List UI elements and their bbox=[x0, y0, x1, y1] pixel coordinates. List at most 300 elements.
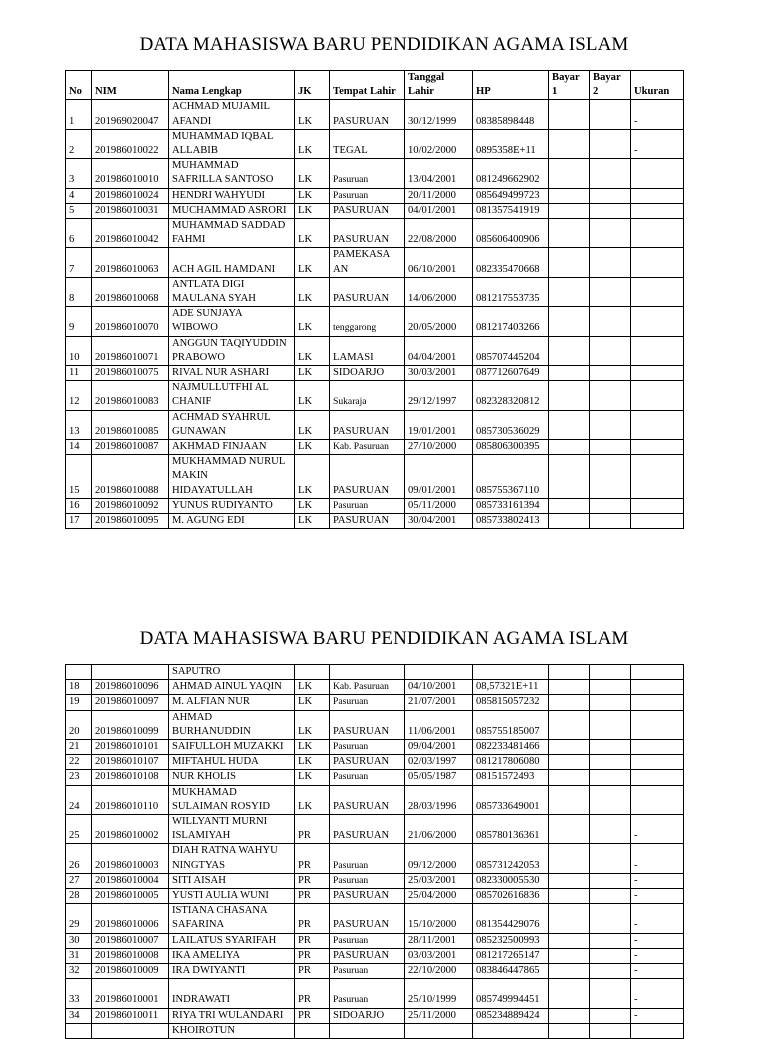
cell-ukuran bbox=[631, 455, 684, 499]
cell-bayar-1 bbox=[549, 203, 590, 218]
cell-nim: 201986010096 bbox=[92, 680, 169, 695]
cell-no: 26 bbox=[66, 844, 92, 873]
cell-no: 12 bbox=[66, 381, 92, 410]
cell-bayar-2 bbox=[590, 410, 631, 439]
header-tanggal-lahir: Tanggal Lahir bbox=[405, 71, 473, 100]
cell-ukuran: - bbox=[631, 904, 684, 933]
cell-hp: 081217265147 bbox=[473, 948, 549, 963]
cell-jk: PR bbox=[295, 873, 330, 888]
table-row bbox=[66, 1008, 684, 1023]
cell-jk: PR bbox=[295, 933, 330, 948]
cell-hp: 085815057232 bbox=[473, 695, 549, 710]
cell-tanggal-lahir: 19/01/2001 bbox=[405, 410, 473, 439]
cell-nim: 201986010085 bbox=[92, 410, 169, 439]
cell-jk: LK bbox=[295, 336, 330, 365]
cell-no: 31 bbox=[66, 948, 92, 963]
cell-bayar-2 bbox=[590, 964, 631, 979]
cell-tanggal-lahir: 02/03/1997 bbox=[405, 755, 473, 770]
cell-tanggal-lahir: 28/03/1996 bbox=[405, 785, 473, 814]
cell-nim: 201986010097 bbox=[92, 695, 169, 710]
table-row bbox=[66, 710, 684, 739]
cell-bayar-1 bbox=[549, 100, 590, 129]
cell-no: 11 bbox=[66, 366, 92, 381]
cell-jk: LK bbox=[295, 740, 330, 755]
cell-hp: 085702616836 bbox=[473, 889, 549, 904]
cell-tempat-lahir: tenggarong bbox=[330, 307, 405, 336]
cell-nim: 201986010099 bbox=[92, 710, 169, 739]
cell-ukuran bbox=[631, 755, 684, 770]
cell-no: 20 bbox=[66, 710, 92, 739]
cell-bayar-2 bbox=[590, 219, 631, 248]
cell-bayar-1 bbox=[549, 219, 590, 248]
cell-bayar-1 bbox=[549, 873, 590, 888]
cell-jk: LK bbox=[295, 277, 330, 306]
student-table-page-2 bbox=[65, 664, 684, 1039]
cell-tempat-lahir: PASURUAN bbox=[330, 904, 405, 933]
cell-nama: LAILATUS SYARIFAH bbox=[169, 933, 295, 948]
header-tempat-lahir: Tempat Lahir bbox=[330, 71, 405, 100]
cell-tanggal-lahir: 21/07/2001 bbox=[405, 695, 473, 710]
table-row bbox=[66, 873, 684, 888]
cell-ukuran: - bbox=[631, 948, 684, 963]
cell-nim: 201986010108 bbox=[92, 770, 169, 785]
cell-hp: 085806300395 bbox=[473, 440, 549, 455]
cell-nim bbox=[92, 665, 169, 680]
cell-bayar-2 bbox=[590, 159, 631, 188]
cell-nama: ANTLATA DIGI MAULANA SYAH bbox=[169, 277, 295, 306]
cell-nama: RIYA TRI WULANDARI bbox=[169, 1008, 295, 1023]
table-row bbox=[66, 740, 684, 755]
cell-no: 13 bbox=[66, 410, 92, 439]
cell-hp: 085733649001 bbox=[473, 785, 549, 814]
cell-nim: 201986010063 bbox=[92, 248, 169, 277]
cell-bayar-1 bbox=[549, 129, 590, 158]
cell-bayar-1 bbox=[549, 665, 590, 680]
cell-nama: NUR KHOLIS bbox=[169, 770, 295, 785]
cell-ukuran bbox=[631, 695, 684, 710]
cell-bayar-2 bbox=[590, 498, 631, 513]
cell-no: 17 bbox=[66, 514, 92, 529]
cell-nim: 201986010011 bbox=[92, 1008, 169, 1023]
cell-nim bbox=[92, 1023, 169, 1038]
cell-ukuran bbox=[631, 248, 684, 277]
cell-nama: M. ALFIAN NUR bbox=[169, 695, 295, 710]
cell-nama: NAJMULLUTFHI AL CHANIF bbox=[169, 381, 295, 410]
header-nim: NIM bbox=[92, 71, 169, 100]
cell-tempat-lahir: PASURUAN bbox=[330, 277, 405, 306]
cell-tempat-lahir: PASURUAN bbox=[330, 948, 405, 963]
cell-jk: LK bbox=[295, 307, 330, 336]
cell-tempat-lahir: SIDOARJO bbox=[330, 366, 405, 381]
cell-bayar-2 bbox=[590, 680, 631, 695]
cell-hp: 082233481466 bbox=[473, 740, 549, 755]
cell-bayar-1 bbox=[549, 1023, 590, 1038]
cell-tanggal-lahir: 27/10/2000 bbox=[405, 440, 473, 455]
cell-jk: LK bbox=[295, 770, 330, 785]
cell-bayar-2 bbox=[590, 188, 631, 203]
cell-tempat-lahir bbox=[330, 1023, 405, 1038]
cell-jk bbox=[295, 1023, 330, 1038]
cell-no: 21 bbox=[66, 740, 92, 755]
cell-tanggal-lahir bbox=[405, 665, 473, 680]
cell-tanggal-lahir: 04/04/2001 bbox=[405, 336, 473, 365]
cell-nim: 201986010006 bbox=[92, 904, 169, 933]
cell-tanggal-lahir: 09/01/2001 bbox=[405, 455, 473, 499]
cell-tanggal-lahir: 25/03/2001 bbox=[405, 873, 473, 888]
cell-no: 9 bbox=[66, 307, 92, 336]
table-row bbox=[66, 455, 684, 499]
cell-hp: 085606400906 bbox=[473, 219, 549, 248]
cell-nim: 201986010092 bbox=[92, 498, 169, 513]
cell-jk: LK bbox=[295, 680, 330, 695]
cell-nim: 201986010003 bbox=[92, 844, 169, 873]
header-jk: JK bbox=[295, 71, 330, 100]
cell-bayar-2 bbox=[590, 873, 631, 888]
cell-hp: 085749994451 bbox=[473, 979, 549, 1008]
cell-bayar-1 bbox=[549, 410, 590, 439]
header-nama: Nama Lengkap bbox=[169, 71, 295, 100]
cell-hp: 081217403266 bbox=[473, 307, 549, 336]
cell-nim: 201986010083 bbox=[92, 381, 169, 410]
cell-nama: MUHAMMAD SADDAD FAHMI bbox=[169, 219, 295, 248]
cell-tanggal-lahir: 28/11/2001 bbox=[405, 933, 473, 948]
header-bayar-2: Bayar 2 bbox=[590, 71, 631, 100]
cell-tanggal-lahir: 29/12/1997 bbox=[405, 381, 473, 410]
table-row bbox=[66, 979, 684, 1008]
cell-nama: WILLYANTI MURNI ISLAMIYAH bbox=[169, 815, 295, 844]
cell-nama: SAPUTRO bbox=[169, 665, 295, 680]
cell-ukuran bbox=[631, 440, 684, 455]
cell-hp: 083846447865 bbox=[473, 964, 549, 979]
cell-bayar-2 bbox=[590, 785, 631, 814]
cell-ukuran bbox=[631, 381, 684, 410]
page-title: DATA MAHASISWA BARU PENDIDIKAN AGAMA ISLAM bbox=[139, 34, 629, 55]
cell-tempat-lahir: Pasuruan bbox=[330, 695, 405, 710]
cell-bayar-2 bbox=[590, 1023, 631, 1038]
cell-nama: ADE SUNJAYA WIBOWO bbox=[169, 307, 295, 336]
table-row bbox=[66, 514, 684, 529]
cell-hp: 082330005530 bbox=[473, 873, 549, 888]
cell-bayar-2 bbox=[590, 695, 631, 710]
cell-no: 10 bbox=[66, 336, 92, 365]
table-row bbox=[66, 844, 684, 873]
cell-no: 30 bbox=[66, 933, 92, 948]
table-row bbox=[66, 815, 684, 844]
cell-nim: 201969020047 bbox=[92, 100, 169, 129]
cell-nama: M. AGUNG EDI bbox=[169, 514, 295, 529]
cell-bayar-2 bbox=[590, 203, 631, 218]
cell-tempat-lahir: PASURUAN bbox=[330, 455, 405, 499]
cell-hp: 085232500993 bbox=[473, 933, 549, 948]
cell-no: 7 bbox=[66, 248, 92, 277]
cell-bayar-2 bbox=[590, 933, 631, 948]
cell-hp: 08151572493 bbox=[473, 770, 549, 785]
cell-hp: 082335470668 bbox=[473, 248, 549, 277]
cell-nama: ISTIANA CHASANA SAFARINA bbox=[169, 904, 295, 933]
cell-jk: PR bbox=[295, 948, 330, 963]
cell-bayar-2 bbox=[590, 366, 631, 381]
cell-no: 25 bbox=[66, 815, 92, 844]
cell-bayar-1 bbox=[549, 904, 590, 933]
cell-no: 22 bbox=[66, 755, 92, 770]
cell-no: 15 bbox=[66, 455, 92, 499]
cell-hp bbox=[473, 1023, 549, 1038]
cell-nim: 201986010009 bbox=[92, 964, 169, 979]
cell-bayar-2 bbox=[590, 381, 631, 410]
table-row bbox=[66, 440, 684, 455]
cell-nim: 201986010095 bbox=[92, 514, 169, 529]
cell-ukuran: - bbox=[631, 933, 684, 948]
cell-tanggal-lahir bbox=[405, 1023, 473, 1038]
cell-ukuran bbox=[631, 498, 684, 513]
cell-jk: PR bbox=[295, 964, 330, 979]
header-no: No bbox=[66, 71, 92, 100]
cell-no: 5 bbox=[66, 203, 92, 218]
cell-tempat-lahir: Kab. Pasuruan bbox=[330, 680, 405, 695]
cell-nama: YUNUS RUDIYANTO bbox=[169, 498, 295, 513]
cell-nim: 201986010088 bbox=[92, 455, 169, 499]
cell-jk: LK bbox=[295, 188, 330, 203]
cell-no: 29 bbox=[66, 904, 92, 933]
table-row bbox=[66, 695, 684, 710]
header-hp: HP bbox=[473, 71, 549, 100]
table-row bbox=[66, 248, 684, 277]
cell-nama: MUHAMMAD IQBAL ALLABIB bbox=[169, 129, 295, 158]
cell-bayar-1 bbox=[549, 844, 590, 873]
cell-bayar-1 bbox=[549, 964, 590, 979]
cell-tanggal-lahir: 30/04/2001 bbox=[405, 514, 473, 529]
cell-tanggal-lahir: 25/10/1999 bbox=[405, 979, 473, 1008]
cell-tanggal-lahir: 22/08/2000 bbox=[405, 219, 473, 248]
cell-tanggal-lahir: 05/11/2000 bbox=[405, 498, 473, 513]
cell-ukuran bbox=[631, 514, 684, 529]
cell-ukuran: - bbox=[631, 815, 684, 844]
table-row bbox=[66, 159, 684, 188]
cell-ukuran bbox=[631, 366, 684, 381]
cell-tanggal-lahir: 06/10/2001 bbox=[405, 248, 473, 277]
cell-ukuran bbox=[631, 410, 684, 439]
cell-bayar-2 bbox=[590, 129, 631, 158]
cell-ukuran bbox=[631, 336, 684, 365]
cell-jk: LK bbox=[295, 455, 330, 499]
cell-ukuran: - bbox=[631, 844, 684, 873]
cell-ukuran bbox=[631, 219, 684, 248]
cell-tempat-lahir: PASURUAN bbox=[330, 219, 405, 248]
cell-tanggal-lahir: 13/04/2001 bbox=[405, 159, 473, 188]
cell-bayar-2 bbox=[590, 277, 631, 306]
cell-tempat-lahir: PASURUAN bbox=[330, 203, 405, 218]
cell-nim: 201986010071 bbox=[92, 336, 169, 365]
table-row bbox=[66, 933, 684, 948]
cell-bayar-1 bbox=[549, 514, 590, 529]
cell-no: 19 bbox=[66, 695, 92, 710]
table-header-row bbox=[66, 71, 684, 100]
student-table-page-1 bbox=[65, 70, 684, 529]
cell-bayar-2 bbox=[590, 948, 631, 963]
table-row bbox=[66, 770, 684, 785]
cell-nim: 201986010075 bbox=[92, 366, 169, 381]
cell-jk: PR bbox=[295, 889, 330, 904]
cell-bayar-2 bbox=[590, 336, 631, 365]
table-row bbox=[66, 410, 684, 439]
cell-jk: LK bbox=[295, 410, 330, 439]
cell-hp: 082328320812 bbox=[473, 381, 549, 410]
cell-hp: 085707445204 bbox=[473, 336, 549, 365]
cell-bayar-1 bbox=[549, 188, 590, 203]
table-row bbox=[66, 1023, 684, 1038]
cell-nim: 201986010107 bbox=[92, 755, 169, 770]
cell-bayar-2 bbox=[590, 815, 631, 844]
table-row bbox=[66, 100, 684, 129]
cell-bayar-1 bbox=[549, 948, 590, 963]
cell-hp: 085234889424 bbox=[473, 1008, 549, 1023]
cell-bayar-1 bbox=[549, 366, 590, 381]
cell-nim: 201986010024 bbox=[92, 188, 169, 203]
cell-bayar-1 bbox=[549, 755, 590, 770]
cell-no: 16 bbox=[66, 498, 92, 513]
cell-tanggal-lahir: 03/03/2001 bbox=[405, 948, 473, 963]
cell-hp: 085755185007 bbox=[473, 710, 549, 739]
cell-hp: 087712607649 bbox=[473, 366, 549, 381]
cell-nama: MIFTAHUL HUDA bbox=[169, 755, 295, 770]
cell-hp: 085733802413 bbox=[473, 514, 549, 529]
cell-ukuran bbox=[631, 665, 684, 680]
cell-tempat-lahir: Kab. Pasuruan bbox=[330, 440, 405, 455]
cell-bayar-1 bbox=[549, 815, 590, 844]
cell-tanggal-lahir: 22/10/2000 bbox=[405, 964, 473, 979]
cell-jk: LK bbox=[295, 498, 330, 513]
cell-tempat-lahir: Pasuruan bbox=[330, 740, 405, 755]
table-row bbox=[66, 785, 684, 814]
cell-jk: LK bbox=[295, 248, 330, 277]
cell-bayar-2 bbox=[590, 100, 631, 129]
table-row bbox=[66, 665, 684, 680]
cell-jk: PR bbox=[295, 904, 330, 933]
cell-tempat-lahir: LAMASI bbox=[330, 336, 405, 365]
cell-nama: YUSTI AULIA WUNI bbox=[169, 889, 295, 904]
cell-tempat-lahir: Pasuruan bbox=[330, 933, 405, 948]
cell-ukuran bbox=[631, 307, 684, 336]
cell-jk: LK bbox=[295, 129, 330, 158]
cell-jk: LK bbox=[295, 381, 330, 410]
cell-ukuran: - bbox=[631, 873, 684, 888]
cell-no: 33 bbox=[66, 979, 92, 1008]
cell-tempat-lahir: PASURUAN bbox=[330, 514, 405, 529]
cell-nim: 201986010068 bbox=[92, 277, 169, 306]
cell-nama: SITI AISAH bbox=[169, 873, 295, 888]
cell-bayar-2 bbox=[590, 710, 631, 739]
cell-tanggal-lahir: 09/04/2001 bbox=[405, 740, 473, 755]
cell-nim: 201986010087 bbox=[92, 440, 169, 455]
table-row bbox=[66, 336, 684, 365]
cell-tanggal-lahir: 20/05/2000 bbox=[405, 307, 473, 336]
cell-tempat-lahir: TEGAL bbox=[330, 129, 405, 158]
table-row bbox=[66, 366, 684, 381]
cell-bayar-2 bbox=[590, 904, 631, 933]
cell-nama: MUKHAMMAD NURUL MAKIN HIDAYATULLAH bbox=[169, 455, 295, 499]
cell-bayar-1 bbox=[549, 785, 590, 814]
cell-ukuran: - bbox=[631, 979, 684, 1008]
cell-nama: RIVAL NUR ASHARI bbox=[169, 366, 295, 381]
cell-hp: 085780136361 bbox=[473, 815, 549, 844]
cell-bayar-1 bbox=[549, 336, 590, 365]
cell-nama: MUHAMMAD SAFRILLA SANTOSO bbox=[169, 159, 295, 188]
cell-bayar-2 bbox=[590, 889, 631, 904]
cell-ukuran: - bbox=[631, 889, 684, 904]
cell-tanggal-lahir: 25/04/2000 bbox=[405, 889, 473, 904]
cell-ukuran bbox=[631, 710, 684, 739]
cell-ukuran: - bbox=[631, 1008, 684, 1023]
cell-jk: LK bbox=[295, 440, 330, 455]
cell-bayar-2 bbox=[590, 740, 631, 755]
page-title-2: DATA MAHASISWA BARU PENDIDIKAN AGAMA ISLAM bbox=[139, 628, 629, 649]
cell-bayar-1 bbox=[549, 440, 590, 455]
table-row bbox=[66, 277, 684, 306]
cell-nim: 201986010005 bbox=[92, 889, 169, 904]
cell-tempat-lahir: PASURUAN bbox=[330, 410, 405, 439]
cell-tempat-lahir: SIDOARJO bbox=[330, 1008, 405, 1023]
cell-tempat-lahir: PAMEKASA AN bbox=[330, 248, 405, 277]
cell-bayar-2 bbox=[590, 770, 631, 785]
cell-bayar-1 bbox=[549, 770, 590, 785]
cell-nim: 201986010010 bbox=[92, 159, 169, 188]
table-row bbox=[66, 755, 684, 770]
cell-hp: 085733161394 bbox=[473, 498, 549, 513]
cell-bayar-1 bbox=[549, 710, 590, 739]
cell-tempat-lahir: Pasuruan bbox=[330, 188, 405, 203]
cell-tanggal-lahir: 15/10/2000 bbox=[405, 904, 473, 933]
cell-tanggal-lahir: 04/10/2001 bbox=[405, 680, 473, 695]
cell-jk: LK bbox=[295, 159, 330, 188]
cell-nim: 201986010070 bbox=[92, 307, 169, 336]
cell-nama: AKHMAD FINJAAN bbox=[169, 440, 295, 455]
cell-jk: PR bbox=[295, 815, 330, 844]
cell-nama: IRA DWIYANTI bbox=[169, 964, 295, 979]
table-row bbox=[66, 307, 684, 336]
cell-bayar-2 bbox=[590, 248, 631, 277]
cell-hp: 085730536029 bbox=[473, 410, 549, 439]
cell-tanggal-lahir: 09/12/2000 bbox=[405, 844, 473, 873]
cell-nama: MUCHAMMAD ASRORI bbox=[169, 203, 295, 218]
cell-ukuran bbox=[631, 770, 684, 785]
cell-jk: LK bbox=[295, 755, 330, 770]
cell-hp: 081249662902 bbox=[473, 159, 549, 188]
table-row bbox=[66, 498, 684, 513]
header-bayar-1: Bayar 1 bbox=[549, 71, 590, 100]
cell-jk: LK bbox=[295, 514, 330, 529]
table-row bbox=[66, 203, 684, 218]
cell-jk: LK bbox=[295, 785, 330, 814]
cell-bayar-1 bbox=[549, 889, 590, 904]
cell-hp: 08385898448 bbox=[473, 100, 549, 129]
cell-ukuran bbox=[631, 740, 684, 755]
cell-ukuran: - bbox=[631, 964, 684, 979]
cell-hp: 081354429076 bbox=[473, 904, 549, 933]
cell-jk: PR bbox=[295, 979, 330, 1008]
table-row bbox=[66, 964, 684, 979]
cell-no: 32 bbox=[66, 964, 92, 979]
cell-nim: 201986010110 bbox=[92, 785, 169, 814]
cell-no: 8 bbox=[66, 277, 92, 306]
cell-ukuran bbox=[631, 188, 684, 203]
cell-ukuran bbox=[631, 277, 684, 306]
cell-tempat-lahir: PASURUAN bbox=[330, 785, 405, 814]
cell-tempat-lahir: Pasuruan bbox=[330, 498, 405, 513]
cell-tanggal-lahir: 14/06/2000 bbox=[405, 277, 473, 306]
cell-bayar-1 bbox=[549, 381, 590, 410]
cell-tempat-lahir: PASURUAN bbox=[330, 815, 405, 844]
cell-tanggal-lahir: 30/03/2001 bbox=[405, 366, 473, 381]
